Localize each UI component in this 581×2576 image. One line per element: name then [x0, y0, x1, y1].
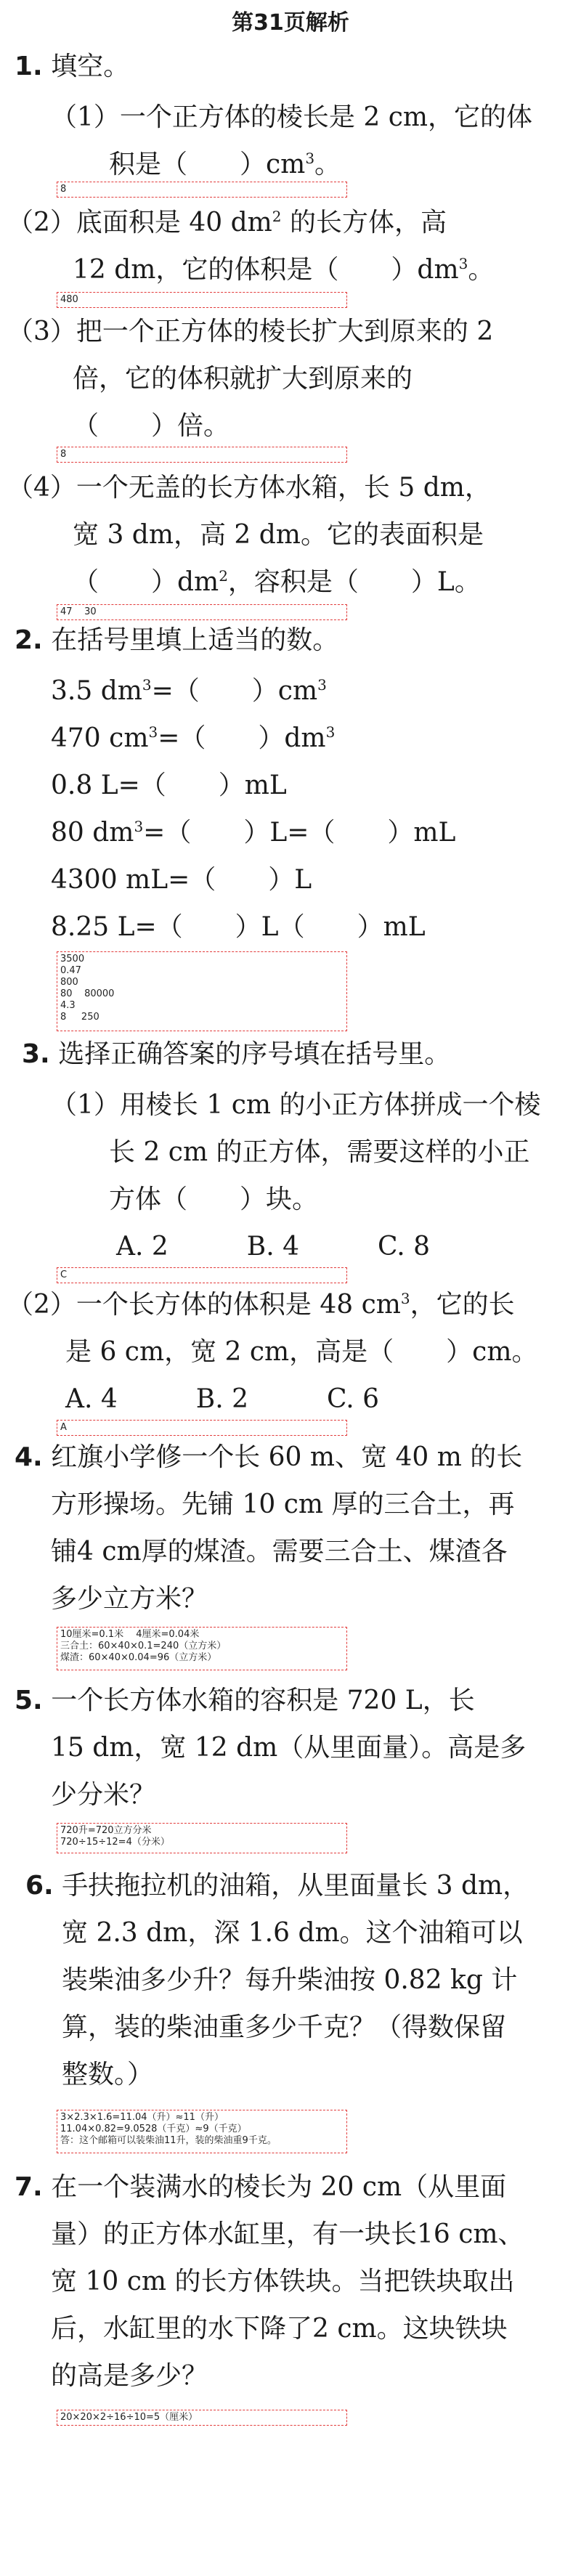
question-number: 1.: [15, 52, 43, 81]
answer-text: C: [60, 1269, 68, 1280]
superscript: 3: [458, 255, 468, 272]
q5-line2: 15 dm，宽 12 dm（从里面量）。高是多: [51, 1733, 527, 1763]
text: 470 cm: [51, 723, 149, 753]
q7-line2: 量）的正方体水缸里，有一块长16 cm、: [51, 2219, 524, 2249]
answer-text: 80 80000: [60, 988, 115, 999]
answer-box: [57, 2410, 347, 2426]
answer-text: 3×2.3×1.6=11.04（升）≈11（升）: [60, 2112, 224, 2123]
question-text: 手扶拖拉机的油箱，从里面量长 3 dm，: [62, 1871, 529, 1901]
text: 。: [314, 150, 341, 179]
answer-text: 8: [60, 184, 67, 195]
answer-text: A: [60, 1422, 67, 1433]
superscript: 3: [148, 723, 158, 741]
answer-text: 答：这个邮箱可以装柴油11升，装的柴油重9千克。: [60, 2135, 277, 2146]
question-7-line1: [15, 2171, 506, 2203]
answer-text: 480: [60, 294, 78, 305]
question-number: 4.: [15, 1442, 43, 1472]
answer-text: 0.47: [60, 965, 81, 976]
question-4-line1: [15, 1442, 522, 1474]
superscript: 3: [317, 676, 327, 694]
answer-text: 11.04×0.82=9.0528（千克）≈9（千克）: [60, 2124, 247, 2134]
q2-line-2: [51, 723, 335, 755]
q3-part1-line3: 方体（ ）块。: [109, 1185, 319, 1214]
superscript: 3: [134, 818, 144, 835]
answer-box: [57, 447, 347, 463]
q7-line4: 后，水缸里的水下降了2 cm。这块铁块: [51, 2314, 508, 2344]
text: =（ ）dm: [158, 723, 326, 753]
text: （2）一个长方体的体积是 48 cm: [7, 1290, 401, 1320]
q2-line-3: [51, 770, 287, 802]
text: （2）底面积是 40 dm: [7, 208, 272, 237]
question-5-line1: [15, 1685, 475, 1717]
q2-line-5: [51, 864, 312, 896]
question-number: 2.: [15, 625, 43, 655]
answer-text: 720÷15÷12=4（分米）: [60, 1837, 170, 1848]
answer-text: 8 250: [60, 1012, 99, 1023]
q1-part1-line2: [109, 149, 341, 181]
question-number: 6.: [25, 1871, 54, 1901]
q1-part2-line1: [7, 207, 447, 239]
answer-box: [57, 1823, 347, 1853]
text: 3.5 dm: [51, 676, 142, 706]
q1-part2-line2: [73, 254, 494, 286]
q3-part2-line1: [7, 1289, 515, 1321]
q3-part1-line1: （1）用棱长 1 cm 的小正方体拼成一个棱: [51, 1090, 541, 1120]
q2-line-4: [51, 817, 455, 849]
superscript: 3: [325, 723, 336, 741]
question-1-heading: [15, 51, 129, 83]
q6-line2: 宽 2.3 dm，深 1.6 dm。这个油箱可以: [62, 1918, 523, 1948]
q4-line4: 多少立方米？: [51, 1584, 208, 1614]
q5-line3: 少分米？: [51, 1780, 156, 1810]
q4-line2: 方形操场。先铺 10 cm 厚的三合土，再: [51, 1490, 515, 1519]
text: =（ ）cm: [151, 676, 318, 706]
text: 12 dm，它的体积是（ ）dm: [73, 255, 459, 285]
q1-part4-line2: 宽 3 dm，高 2 dm。它的表面积是: [73, 520, 484, 550]
q3-part2-options: A. 4 B. 2 C. 6: [65, 1384, 380, 1414]
superscript: 3: [305, 150, 315, 167]
question-number: 5.: [15, 1686, 43, 1715]
answer-text: 10厘米=0.1米 4厘米=0.04米: [60, 1629, 200, 1640]
answer-box: [57, 182, 347, 198]
superscript: 2: [219, 567, 228, 585]
answer-text: 煤渣：60×40×0.04=96（立方米）: [60, 1652, 217, 1663]
q3-part1-options: A. 2 B. 4 C. 8: [116, 1232, 431, 1261]
text: =（ ）L=（ ）mL: [143, 818, 456, 848]
answer-box: [57, 1267, 347, 1283]
q1-part4-line1: （4）一个无盖的长方体水箱，长 5 dm，: [7, 473, 491, 503]
question-text: 在一个装满水的棱长为 20 cm（从里面: [51, 2172, 507, 2202]
q7-line5: 的高是多少？: [51, 2361, 208, 2391]
superscript: 3: [142, 676, 152, 694]
answer-text: 800: [60, 977, 78, 988]
answer-box: [57, 951, 347, 1031]
superscript: 3: [400, 1290, 410, 1307]
text: 80 dm: [51, 818, 134, 848]
text: 0.8 L=（ ）mL: [51, 771, 287, 800]
answer-box: [57, 1627, 347, 1670]
question-3-heading: [22, 1039, 450, 1070]
answer-text: 20×20×2÷16÷10=5（厘米）: [60, 2412, 198, 2423]
answer-box: [57, 292, 347, 308]
text: 积是（ ）cm: [109, 150, 306, 179]
question-text: 选择正确答案的序号填在括号里。: [58, 1039, 451, 1069]
answer-text: 4.3: [60, 1000, 76, 1011]
q3-part1-line2: 长 2 cm 的正方体，需要这样的小正: [109, 1137, 530, 1167]
q2-line-1: [51, 675, 327, 707]
q1-part3-line1: （3）把一个正方体的棱长扩大到原来的 2: [7, 317, 494, 346]
text: 4300 mL=（ ）L: [51, 865, 312, 895]
q1-part4-line3: [73, 566, 481, 598]
q6-line4: 算，装的柴油重多少千克？（得数保留: [62, 2012, 507, 2042]
answer-box: [57, 604, 347, 620]
question-6-line1: [25, 1870, 529, 1902]
answer-text: 8: [60, 449, 67, 460]
text: 。: [468, 255, 495, 285]
answer-text: 3500: [60, 954, 85, 964]
question-text: 红旗小学修一个长 60 m、宽 40 m 的长: [51, 1442, 523, 1472]
question-text: 填空。: [51, 52, 130, 81]
superscript: 2: [272, 208, 282, 225]
answer-text: 720升=720立方分米: [60, 1825, 152, 1836]
question-text: 在括号里填上适当的数。: [51, 625, 339, 655]
q1-part3-line3: （ ）倍。: [73, 411, 230, 441]
q6-line3: 装柴油多少升？每升柴油按 0.82 kg 计: [62, 1965, 518, 1995]
question-number: 3.: [22, 1039, 50, 1069]
text: ，它的长: [410, 1290, 515, 1320]
answer-box: [57, 2110, 347, 2153]
q4-line3: 铺4 cm厚的煤渣。需要三合土、煤渣各: [51, 1537, 508, 1567]
answer-text: 三合土：60×40×0.1=240（立方米）: [60, 1641, 227, 1651]
text: ，容积是（ ）L。: [227, 567, 481, 597]
question-number: 7.: [15, 2172, 43, 2202]
text: （ ）dm: [73, 567, 219, 597]
q1-part3-line2: 倍，它的体积就扩大到原来的: [73, 364, 413, 394]
answer-box: [57, 1420, 347, 1436]
question-text: 一个长方体水箱的容积是 720 L，长: [51, 1686, 475, 1715]
answer-text: 47 30: [60, 606, 97, 617]
question-2-heading: [15, 625, 338, 657]
q2-line-6: [51, 911, 426, 943]
text: 8.25 L=（ ）L（ ）mL: [51, 912, 426, 942]
text: 的长方体，高: [281, 208, 447, 237]
q6-line5: 整数。）: [62, 2060, 154, 2089]
page-title: 第31页解析: [232, 10, 349, 36]
q7-line3: 宽 10 cm 的长方体铁块。当把铁块取出: [51, 2267, 515, 2296]
q3-part2-line2: 是 6 cm，宽 2 cm，高是（ ）cm。: [65, 1337, 538, 1367]
q1-part1-line1: （1）一个正方体的棱长是 2 cm，它的体: [51, 102, 532, 132]
